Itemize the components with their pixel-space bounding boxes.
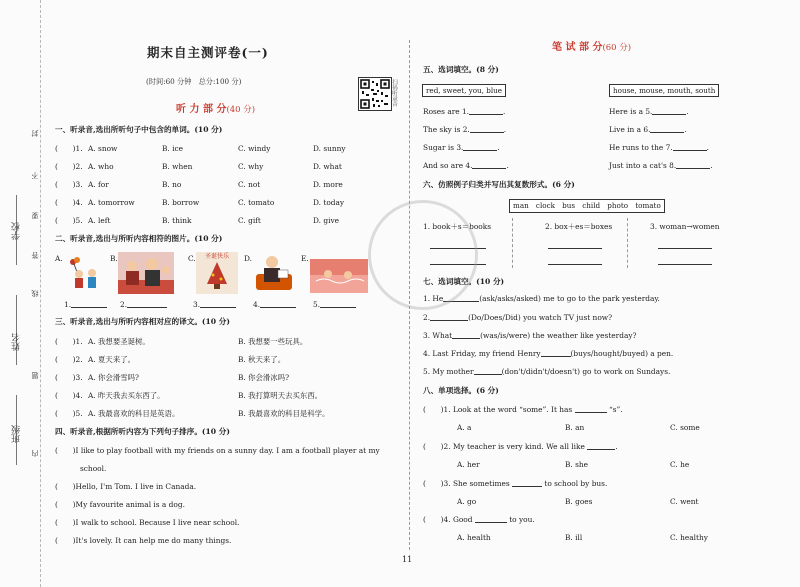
q7-sentence[interactable]: 5. My mother (don't/didn't/doesn't) go to work on Sundays. [423, 367, 671, 376]
q8-question[interactable]: ( )3. She sometimes to school by bus. [423, 479, 608, 488]
q3-option-b: B. 秋天来了。 [238, 355, 286, 364]
q8-option-b[interactable]: B. goes [565, 497, 593, 506]
q8-option-a[interactable]: A. health [457, 533, 491, 542]
fold-line [40, 0, 41, 587]
q7-sentence[interactable]: 2. (Do/Does/Did) you watch TV just now? [423, 313, 613, 322]
q6-divider [627, 218, 628, 268]
q2-blank[interactable]: 5. [313, 301, 356, 308]
da-char: 答 [31, 252, 39, 259]
picture-kids-shopping[interactable] [63, 252, 103, 294]
q5-line[interactable]: Sugar is 3. . [423, 143, 500, 152]
q1-option-d: D. give [313, 216, 340, 225]
q8-option-b[interactable]: B. she [565, 460, 589, 469]
q3-option-a: A. 我想要圣诞树。 [88, 337, 150, 346]
q2-blank[interactable]: 1. [64, 301, 107, 308]
nei-char: 内 [31, 450, 39, 457]
q4-title: 四、听录音,根据所听内容为下列句子排序。(10 分) [55, 427, 230, 436]
q4-sentence[interactable]: ( )My favourite animal is a dog. [55, 500, 185, 509]
q1-option-a: A. who [88, 162, 114, 171]
q5-word-box-left: red, sweet, you, blue [422, 84, 506, 97]
bu-char: 不 [31, 172, 39, 179]
q5-line[interactable]: He runs to the 7. . [609, 143, 709, 152]
q1-option-c: C. windy [238, 144, 271, 153]
school-label: 学校 [12, 222, 22, 240]
q3-num[interactable]: ( )1. [55, 337, 83, 346]
q3-title: 三、听录音,选出与所听内容相对应的译文。(10 分) [55, 317, 230, 326]
q1-num[interactable]: ( )2. [55, 162, 83, 171]
pic-label-d: D. [244, 254, 253, 263]
written-heading: 笔 试 部 分(60 分) [552, 42, 632, 53]
q6-word-box: man clock bus child photo tomato [509, 199, 665, 213]
class-label: 班级 [12, 425, 22, 443]
q6-answer-line[interactable] [658, 248, 712, 249]
q1-option-b: B. borrow [162, 198, 200, 207]
q3-num[interactable]: ( )2. [55, 355, 83, 364]
q6-answer-line[interactable] [548, 264, 602, 265]
q1-option-b: B. no [162, 180, 182, 189]
q7-sentence[interactable]: 1. He (ask/asks/asked) me to go to the park yesterday. [423, 294, 660, 303]
pic-label-b: B. [110, 254, 118, 263]
q6-title: 六、仿照例子归类并写出其复数形式。(6 分) [423, 180, 575, 189]
q3-option-b: B. 我打算明天去买东西。 [238, 391, 323, 400]
q8-option-a[interactable]: A. her [457, 460, 480, 469]
qr-code[interactable] [358, 77, 392, 111]
q4-sentence-cont: school. [80, 464, 107, 473]
q3-option-a: A. 夏天来了。 [88, 355, 135, 364]
q8-option-c[interactable]: C. he [670, 460, 690, 469]
q1-num[interactable]: ( )3. [55, 180, 83, 189]
q5-word-box-right: house, mouse, mouth, south [609, 84, 719, 97]
q1-option-c: C. not [238, 180, 261, 189]
q8-option-c[interactable]: C. went [670, 497, 699, 506]
q1-title: 一、听录音,选出所听句子中包含的单词。(10 分) [55, 125, 223, 134]
pic-label-a: A. [55, 254, 63, 263]
q1-option-b: B. when [162, 162, 193, 171]
picture-man-reading[interactable] [252, 252, 296, 294]
pic-label-e: E. [301, 254, 309, 263]
q2-blank[interactable]: 3. [193, 301, 236, 308]
q4-sentence[interactable]: ( )It's lovely. It can help me do many things. [55, 536, 232, 545]
q3-num[interactable]: ( )4. [55, 391, 83, 400]
q8-option-c[interactable]: C. some [670, 423, 700, 432]
q3-option-b: B. 你会滑冰吗? [238, 373, 290, 382]
q8-option-b[interactable]: B. an [565, 423, 585, 432]
q5-line[interactable]: Just into a cat's 8. . [609, 161, 713, 170]
name-line [16, 295, 17, 365]
listening-heading: 听 力 部 分(40 分) [176, 104, 256, 115]
q3-num[interactable]: ( )5. [55, 409, 83, 418]
q3-option-a: A. 你会滑雪吗? [88, 373, 139, 382]
q8-option-b[interactable]: B. ill [565, 533, 583, 542]
q4-sentence[interactable]: ( )Hello, I'm Tom. I live in Canada. [55, 482, 197, 491]
pic-label-c: C. [188, 254, 196, 263]
q6-column-2: 2. box＋es＝boxes [545, 222, 613, 231]
picture-christmas-poster[interactable] [196, 252, 238, 294]
q3-option-a: A. 昨天我去买东西了。 [88, 391, 165, 400]
q6-divider [512, 218, 513, 268]
q1-num[interactable]: ( )1. [55, 144, 83, 153]
watermark-seal [368, 200, 478, 310]
binding-strip [0, 0, 42, 587]
q1-option-d: D. today [313, 198, 345, 207]
seal-char: 封 [31, 130, 39, 137]
q5-line[interactable]: Live in a 6. . [609, 125, 687, 134]
line-char: 线 [31, 290, 39, 297]
q3-option-b: B. 我最喜欢的科目是科学。 [238, 409, 330, 418]
q8-option-a[interactable]: A. go [457, 497, 477, 506]
q1-num[interactable]: ( )5. [55, 216, 83, 225]
q8-option-a[interactable]: A. a [457, 423, 472, 432]
q6-column-3: 3. woman→women [650, 222, 720, 231]
q3-option-a: A. 我最喜欢的科目是英语。 [88, 409, 180, 418]
q5-title: 五、选词填空。(8 分) [423, 65, 499, 74]
q1-option-a: A. tomorrow [88, 198, 135, 207]
q4-sentence[interactable]: ( )I walk to school. Because I live near school. [55, 518, 240, 527]
q6-column-1: 1. book＋s＝books [423, 222, 491, 231]
q4-sentence[interactable]: ( )I like to play football with my friends on a sunny day. I am a football player at my [55, 446, 380, 455]
q1-option-c: C. why [238, 162, 264, 171]
q1-option-c: C. gift [238, 216, 261, 225]
q2-blank[interactable]: 2. [120, 301, 167, 308]
poster-text: 圣诞快乐 [205, 253, 230, 260]
q1-option-a: A. for [88, 180, 109, 189]
q6-answer-line[interactable] [548, 248, 602, 249]
q1-option-b: B. think [162, 216, 192, 225]
time-info: (时间:60 分钟 总分:100 分) [146, 77, 242, 86]
yao-char: 要 [31, 212, 39, 219]
q1-option-d: D. what [313, 162, 342, 171]
q8-option-c[interactable]: C. healthy [670, 533, 708, 542]
q2-title: 二、听录音,选出与所听内容相符的图片。(10 分) [55, 234, 223, 243]
q3-option-b: B. 我想要一些玩具。 [238, 337, 308, 346]
q6-answer-line[interactable] [658, 264, 712, 265]
q1-option-a: A. snow [88, 144, 118, 153]
page-number: 11 [402, 555, 413, 564]
q1-option-b: B. ice [162, 144, 184, 153]
q5-line[interactable]: Roses are 1. . [423, 107, 506, 116]
qr-caption: 扫码听录音 [391, 79, 397, 107]
q8-question[interactable]: ( )4. Good to you. [423, 515, 535, 524]
q2-blank[interactable]: 4. [253, 301, 296, 308]
q8-question[interactable]: ( )1. Look at the word “some”. It has “s”. [423, 405, 623, 414]
q1-option-c: C. tomato [238, 198, 275, 207]
q7-sentence[interactable]: 3. What (was/is/were) the weather like yesterday? [423, 331, 637, 340]
picture-kids-swimming[interactable] [310, 259, 368, 293]
q7-sentence[interactable]: 4. Last Friday, my friend Henry (buys/hought/buyed) a pen. [423, 349, 674, 358]
exam-title: 期末自主测评卷(一) [147, 45, 269, 60]
q7-title: 七、选词填空。(10 分) [423, 277, 505, 286]
q5-line[interactable]: The sky is 2. . [423, 125, 507, 134]
q3-num[interactable]: ( )3. [55, 373, 83, 382]
q1-option-a: A. left [88, 216, 111, 225]
q5-line[interactable]: Here is a 5. . [609, 107, 689, 116]
ti-char: 题 [31, 372, 39, 379]
picture-family-christmas[interactable] [118, 252, 174, 294]
q1-option-d: D. more [313, 180, 343, 189]
q1-option-d: D. sunny [313, 144, 346, 153]
q8-title: 八、单项选择。(6 分) [423, 386, 499, 395]
q8-question[interactable]: ( )2. My teacher is very kind. We all like . [423, 442, 618, 451]
q5-line[interactable]: And so are 4. . [423, 161, 509, 170]
q1-num[interactable]: ( )4. [55, 198, 83, 207]
name-label: 姓名 [12, 333, 22, 351]
